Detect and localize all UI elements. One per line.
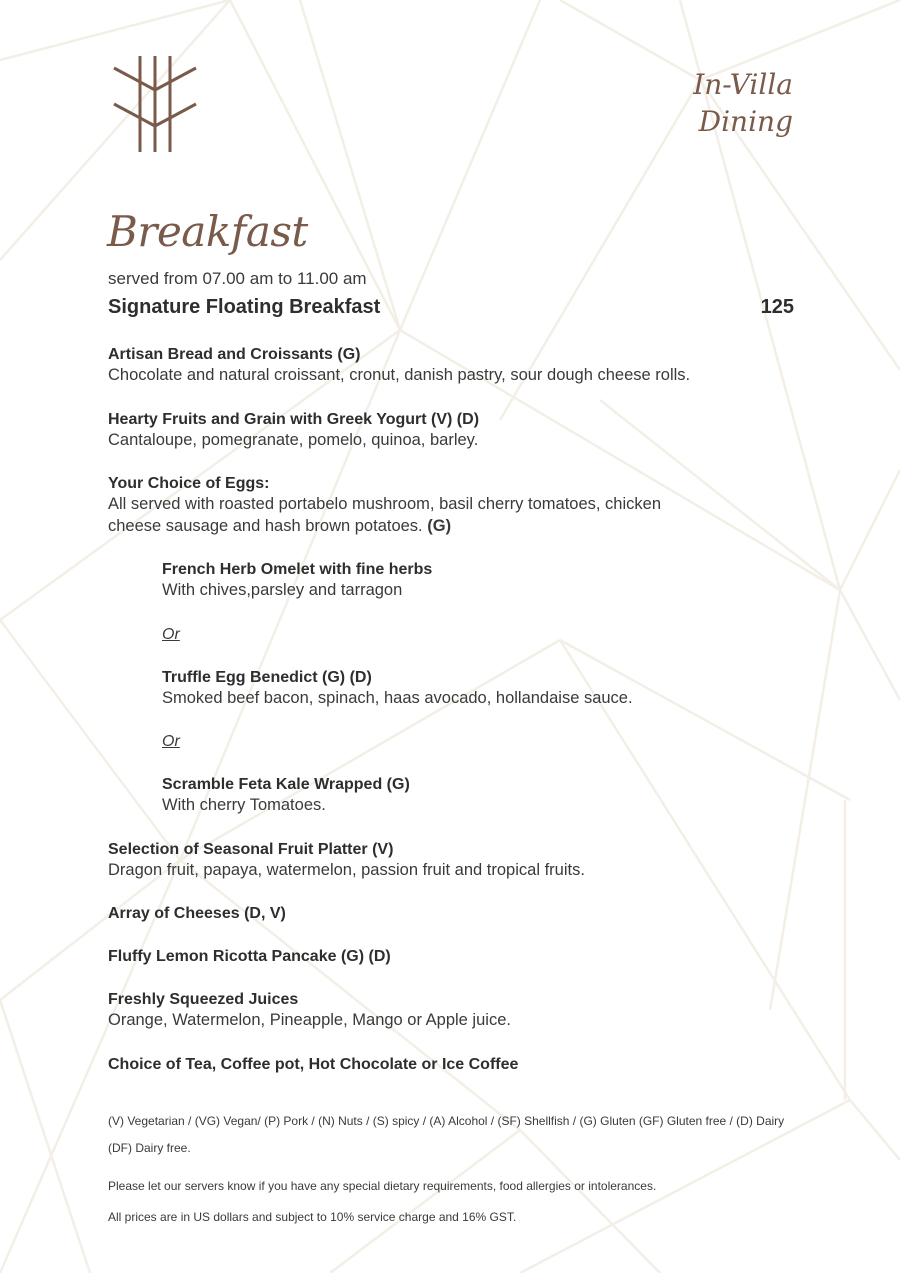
page-header-title	[693, 66, 793, 140]
menu-item	[108, 344, 808, 387]
menu-item-title: Selection of Seasonal Fruit Platter (V)	[108, 840, 394, 858]
egg-option-desc: Smoked beef bacon, spinach, haas avocado, hollandaise sauce.	[162, 688, 633, 707]
menu-item-desc: Cantaloupe, pomegranate, pomelo, quinoa, barley.	[108, 430, 479, 449]
signature-item-price: 125	[760, 296, 794, 318]
menu-item-desc: All served with roasted portabelo mushroom, basil cherry tomatoes, chicken	[108, 495, 661, 513]
signature-item-row	[108, 296, 794, 319]
menu-item	[108, 473, 808, 537]
menu-item-desc-text: cheese sausage and hash brown potatoes.	[108, 516, 428, 535]
egg-option	[162, 559, 808, 602]
price-note: All prices are in US dollars and subject to 10% service charge and 16% GST.	[108, 1210, 517, 1224]
menu-item-title: Hearty Fruits and Grain with Greek Yogurt (V) (D)	[108, 410, 480, 428]
egg-option-title: Truffle Egg Benedict (G) (D)	[162, 668, 372, 686]
egg-option-title: Scramble Feta Kale Wrapped (G)	[162, 776, 410, 793]
menu-item	[108, 989, 808, 1032]
menu-item-desc: Chocolate and natural croissant, cronut, danish pastry, sour dough cheese rolls.	[108, 366, 691, 384]
or-separator: Or	[162, 733, 180, 750]
menu-item-title: Array of Cheeses (D, V)	[108, 905, 286, 922]
allergen-legend-line1: (V) Vegetarian / (VG) Vegan/ (P) Pork / (N) Nuts / (S) spicy / (A) Alcohol / (SF) Shellfish / (G) Gluten (GF) Gluten free / (D) Dairy	[108, 1114, 785, 1128]
dietary-note: Please let our servers know if you have any special dietary requirements, food allergies or intolerances.	[108, 1179, 657, 1193]
menu-item-title: Artisan Bread and Croissants (G)	[108, 346, 361, 363]
menu-item	[108, 903, 808, 924]
menu-item	[108, 1054, 808, 1075]
menu-item-title: Fluffy Lemon Ricotta Pancake (G) (D)	[108, 948, 391, 965]
menu-item	[108, 946, 808, 967]
allergen-legend	[108, 1108, 798, 1162]
menu-item	[108, 409, 808, 452]
menu-item-title: Choice of Tea, Coffee pot, Hot Chocolate or Ice Coffee	[108, 1055, 519, 1073]
header-title-line1: In-Villa	[693, 68, 793, 101]
or-separator: Or	[162, 625, 180, 643]
menu-item-title: Your Choice of Eggs:	[108, 475, 270, 492]
serving-hours: served from 07.00 am to 11.00 am	[108, 269, 367, 288]
egg-option-desc: With cherry Tomatoes.	[162, 796, 326, 814]
section-title: Breakfast	[107, 207, 308, 256]
egg-option-desc: With chives,parsley and tarragon	[162, 581, 403, 599]
menu-item-desc: Dragon fruit, papaya, watermelon, passion fruit and tropical fruits.	[108, 860, 585, 879]
menu-item-desc	[108, 516, 808, 538]
wheat-logo-icon	[110, 52, 200, 154]
signature-item-name: Signature Floating Breakfast	[108, 296, 381, 318]
menu-item-title: Freshly Squeezed Juices	[108, 991, 299, 1008]
allergen-tag: (G)	[427, 516, 452, 535]
egg-option	[162, 667, 808, 710]
menu-items	[108, 344, 808, 1097]
egg-option	[162, 774, 808, 817]
menu-item-desc: Orange, Watermelon, Pineapple, Mango or Apple juice.	[108, 1011, 511, 1029]
menu-item	[108, 839, 808, 882]
header-title-line2: Dining	[698, 105, 793, 138]
allergen-legend-line2: (DF) Dairy free.	[108, 1141, 191, 1155]
egg-option-title: French Herb Omelet with fine herbs	[162, 561, 433, 578]
